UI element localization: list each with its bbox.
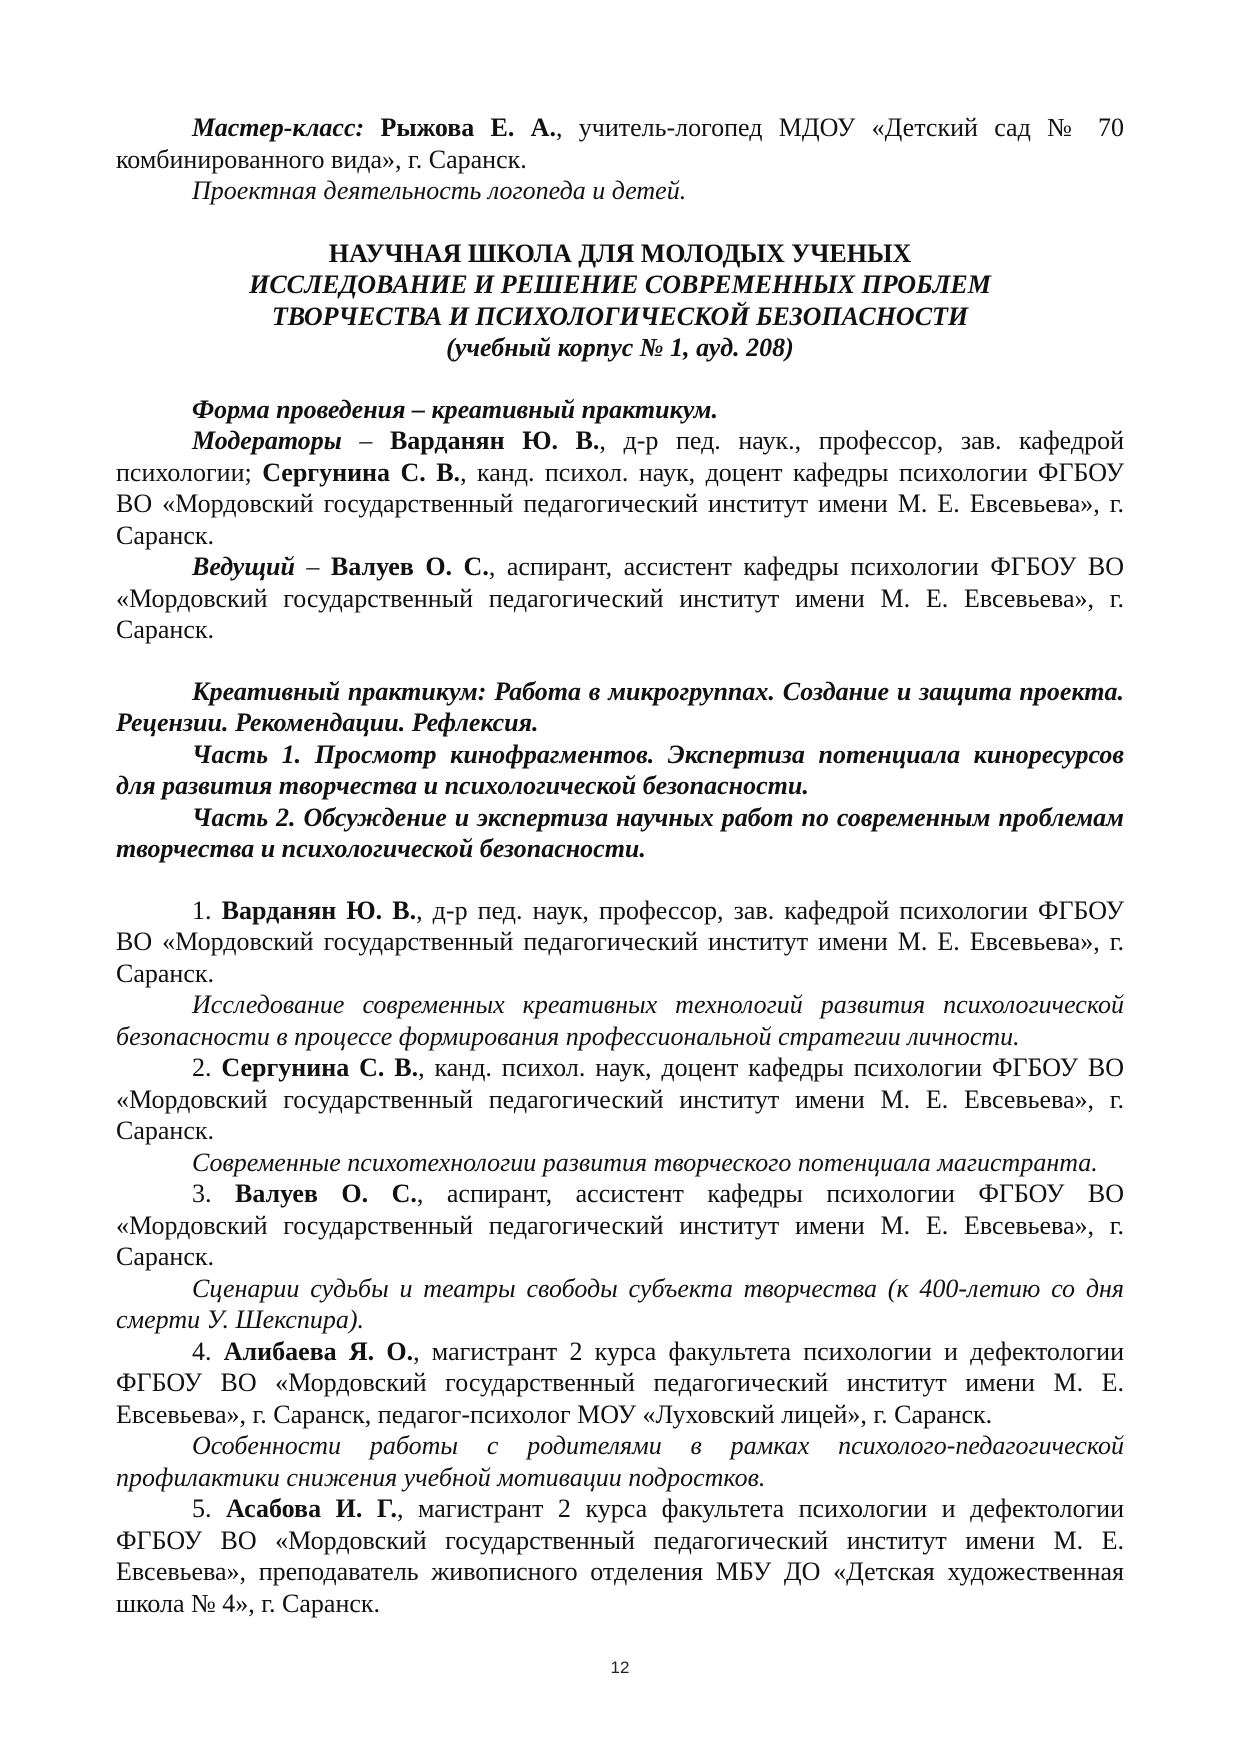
report-5 bbox=[116, 1493, 1124, 1619]
report-affiliation: , канд. психол. наук, доцент кафедры психологии ФГБОУ ВО «Мордовский государственный педагогический институт имени М. Е. Евсевьева», г. Саранск. bbox=[116, 1053, 1125, 1145]
report-number: 1. bbox=[192, 895, 212, 925]
report-affiliation: , аспирант, ассистент кафедры психологии ФГБОУ ВО «Мордовский государственный педагогический институт имени М. Е. Евсевьева», г. Саранск. bbox=[116, 1179, 1124, 1271]
spacer bbox=[116, 364, 1124, 394]
master-class-topic: Проектная деятельность логопеда и детей. bbox=[192, 176, 687, 205]
master-class-entry bbox=[116, 112, 1124, 175]
report-affiliation: , магистрант 2 курса факультета психологии и дефектологии ФГБОУ ВО «Мордовский государственный педагогический институт имени М. Е. Евсевьева», преподаватель живописного отделения МБУ ДО «Детская художественная школа № 4», г. Саранск. bbox=[116, 1494, 1125, 1618]
page-number: 12 bbox=[610, 1658, 630, 1677]
master-class-name: Рыжова Е. А. bbox=[380, 113, 556, 142]
report-author: Алибаева Я. О. bbox=[223, 1336, 414, 1366]
report-3-topic: Сценарии судьбы и театры свободы субъекта творчества (к 400-летию со дня смерти У. Шекспира). bbox=[116, 1273, 1124, 1334]
report-number: 4. bbox=[192, 1336, 212, 1366]
host-dash: – bbox=[294, 552, 331, 581]
report-number: 5. bbox=[192, 1494, 212, 1523]
report-number: 2. bbox=[192, 1053, 212, 1082]
report-4-topic: Особенности работы с родителями в рамках психолого-педагогической профилактики снижения учебной мотивации подростков. bbox=[116, 1431, 1124, 1492]
section-location: (учебный корпус № 1, ауд. 208) bbox=[446, 333, 794, 362]
format-line: Форма проведения – креативный практикум. bbox=[192, 394, 718, 424]
program-part-1: Часть 1. Просмотр кинофрагментов. Экспертиза потенциала киноресурсов для развития творчества и психологической безопасности. bbox=[116, 739, 1124, 800]
spacer bbox=[116, 865, 1124, 895]
practicum-description: Креативный практикум: Работа в микрогруппах. Создание и защита проекта. Рецензии. Рекомендации. Рефлексия. bbox=[116, 676, 1124, 737]
report-author: Асабова И. Г. bbox=[226, 1494, 397, 1523]
section-title-line1: НАУЧНАЯ ШКОЛА ДЛЯ МОЛОДЫХ УЧЕНЫХ bbox=[328, 238, 912, 268]
spacer bbox=[116, 207, 1124, 238]
master-class-label: Мастер-класс: bbox=[192, 113, 365, 142]
section-title-line3: ТВОРЧЕСТВА И ПСИХОЛОГИЧЕСКОЙ БЕЗОПАСНОСТИ bbox=[271, 301, 969, 331]
report-number: 3. bbox=[192, 1179, 212, 1208]
report-author: Валуев О. С. bbox=[234, 1179, 417, 1208]
section-title-line2: ИССЛЕДОВАНИЕ И РЕШЕНИЕ СОВРЕМЕННЫХ ПРОБЛЕМ bbox=[249, 270, 991, 299]
moderator-2-name: Сергунина С. В. bbox=[262, 457, 461, 487]
host-text: , аспирант, ассистент кафедры психологии ФГБОУ ВО «Мордовский государственный педагогический институт имени М. Е. Евсевьева», г. Саранск. bbox=[116, 552, 1124, 644]
moderators-dash: – bbox=[341, 426, 390, 455]
host-entry bbox=[116, 551, 1124, 646]
report-4 bbox=[116, 1336, 1124, 1431]
program-part-2: Часть 2. Обсуждение и экспертиза научных работ по современным проблемам творчества и психологической безопасности. bbox=[116, 802, 1124, 863]
report-2 bbox=[116, 1052, 1124, 1147]
report-author: Сергунина С. В. bbox=[221, 1053, 419, 1082]
host-label: Ведущий bbox=[192, 552, 295, 581]
report-1-topic: Исследование современных креативных технологий развития психологической безопасности в процессе формирования профессиональной стратегии личности. bbox=[116, 990, 1124, 1051]
report-affiliation: , д-р пед. наук, профессор, зав. кафедрой психологии ФГБОУ ВО «Мордовский государственный педагогический институт имени М. Е. Евсевьева», г. Саранск. bbox=[116, 895, 1125, 988]
host-name: Валуев О. С. bbox=[330, 552, 489, 581]
report-1 bbox=[116, 895, 1124, 990]
section-title bbox=[116, 238, 1124, 364]
master-class-affiliation: , учитель-логопед МДОУ «Детский сад № 70 комбинированного вида», г. Саранск. bbox=[116, 113, 1125, 174]
moderators-label: Модераторы bbox=[192, 426, 342, 455]
moderators-entry bbox=[116, 425, 1124, 551]
report-3 bbox=[116, 1178, 1124, 1273]
report-affiliation: , магистрант 2 курса факультета психологии и дефектологии ФГБОУ ВО «Мордовский государственный педагогический институт имени М. Е. Евсевьева», г. Саранск, педагог-психолог МОУ «Луховский лицей», г. Саранск. bbox=[116, 1336, 1124, 1429]
moderator-2-text: , канд. психол. наук, доцент кафедры психологии ФГБОУ ВО «Мордовский государственный педагогический институт имени М. Е. Евсевьева», г. Саранск. bbox=[116, 457, 1124, 550]
spacer bbox=[116, 646, 1124, 676]
report-author: Варданян Ю. В. bbox=[221, 895, 417, 925]
moderator-1-text: , д-р пед. наук., профессор, зав. кафедрой психологии; bbox=[116, 426, 1125, 487]
moderator-1-name: Варданян Ю. В. bbox=[389, 426, 600, 455]
report-2-topic: Современные психотехнологии развития творческого потенциала магистранта. bbox=[192, 1147, 1098, 1177]
